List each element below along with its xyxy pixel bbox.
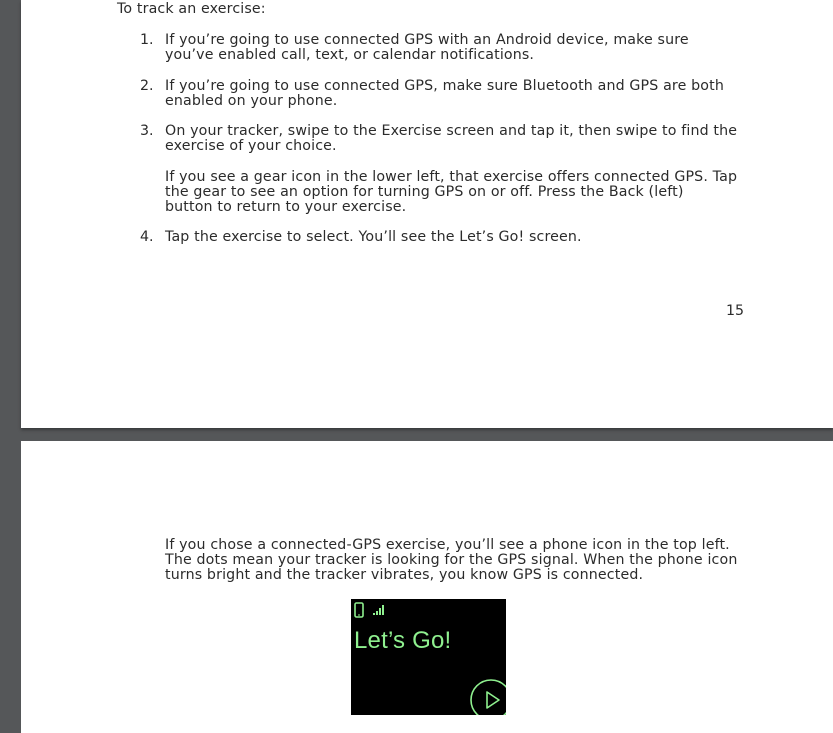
page-number: 15 xyxy=(726,303,745,319)
step-2-number: 2. xyxy=(140,78,154,94)
gps-paragraph-line-1: If you chose a connected-GPS exercise, you’ll see a phone icon in the top left. xyxy=(165,537,730,553)
step-2-line-1: If you’re going to use connected GPS, make sure Bluetooth and GPS are both xyxy=(165,78,724,94)
step-1-line-1: If you’re going to use connected GPS with an Android device, make sure xyxy=(165,32,689,48)
document-page-15 xyxy=(21,0,833,428)
step-3-line-1: On your tracker, swipe to the Exercise screen and tap it, then swipe to find the xyxy=(165,123,738,139)
step-4-number: 4. xyxy=(140,229,154,245)
step-4-line-1: Tap the exercise to select. You’ll see the Let’s Go! screen. xyxy=(165,229,582,245)
play-icon xyxy=(471,680,506,715)
gps-paragraph-line-3: turns bright and the tracker vibrates, you know GPS is connected. xyxy=(165,567,644,583)
step-3-note-line-1: If you see a gear icon in the lower left, that exercise offers connected GPS. Tap xyxy=(165,169,738,185)
document-page-16 xyxy=(21,441,833,733)
step-3-note-line-3: button to return to your exercise. xyxy=(165,199,407,215)
step-3-number: 3. xyxy=(140,123,154,139)
lets-go-title: Let’s Go! xyxy=(354,627,452,654)
signal-bars-icon xyxy=(373,605,384,615)
gps-paragraph-line-2: The dots mean your tracker is looking for the GPS signal. When the phone icon xyxy=(165,552,738,568)
step-1-number: 1. xyxy=(140,32,154,48)
step-1-line-2: you’ve enabled call, text, or calendar notifications. xyxy=(165,47,535,63)
tracker-screen-image xyxy=(351,599,506,715)
step-2-line-2: enabled on your phone. xyxy=(165,93,338,109)
intro-text: To track an exercise: xyxy=(117,1,266,17)
phone-icon xyxy=(355,603,363,617)
step-3-note-line-2: the gear to see an option for turning GPS on or off. Press the Back (left) xyxy=(165,184,684,200)
step-3-line-2: exercise of your choice. xyxy=(165,138,337,154)
